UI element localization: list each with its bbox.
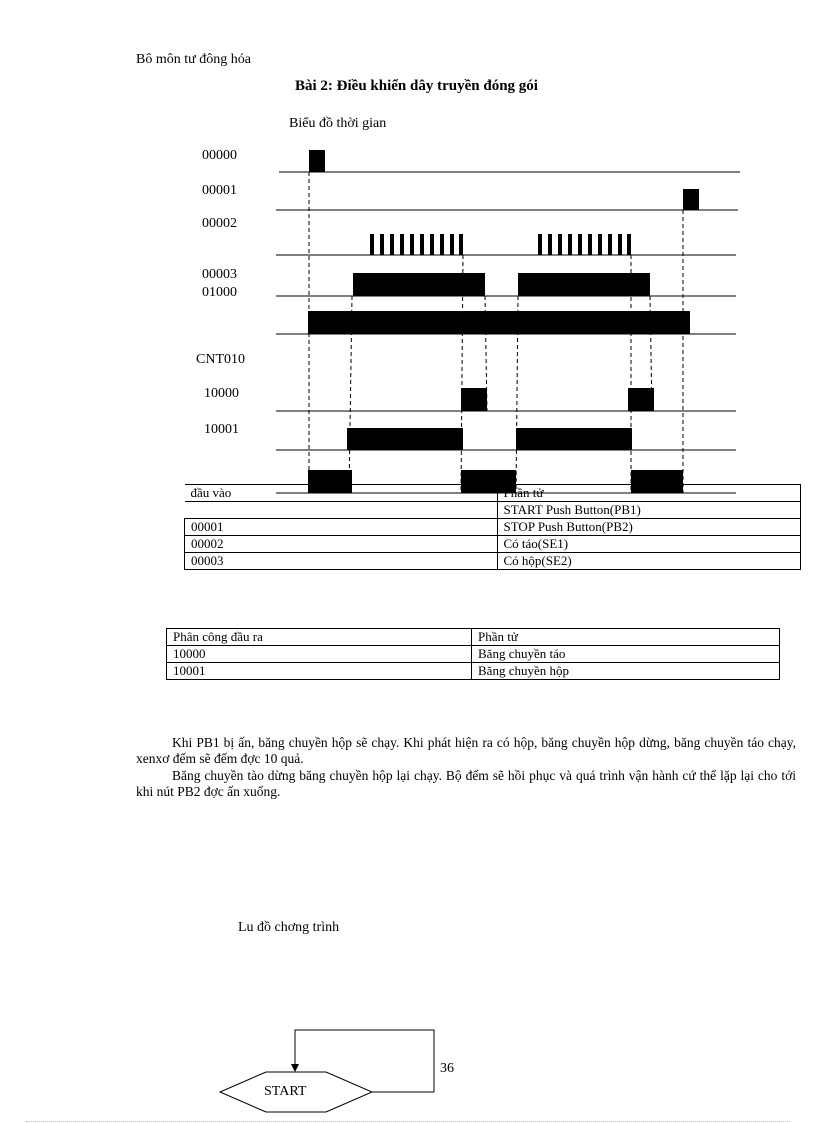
flowchart-loop [295, 1030, 434, 1092]
table-header-cell: Phân công đầu ra [167, 629, 472, 646]
table-header-cell: Phần tử [497, 485, 801, 502]
arrow-head [291, 1064, 299, 1072]
table-header-cell: Phần tử [472, 629, 780, 646]
table-cell: 00002 [185, 536, 498, 553]
page-footer-line [26, 1121, 790, 1122]
signal-label-00002: 00002 [202, 216, 237, 231]
page-number: 36 [440, 1061, 454, 1076]
description-paragraph-2: Băng chuyền tào dừng băng chuyền hộp lại chạy. Bộ đếm sẽ hồi phục và quá trình vận hành cứ thế lặp lại cho tới khi nút PB2 đợc ấn xuống. [136, 768, 796, 799]
table-cell: 00003 [185, 553, 498, 570]
signal-label-10000: 10000 [204, 386, 239, 401]
table-cell: START Push Button(PB1) [497, 502, 801, 519]
table-cell: 10000 [167, 646, 472, 663]
exercise-title: Bài 2: Điều khiển dây truyền đóng gói [295, 78, 538, 94]
flowchart-heading: Lu đồ chơng trình [238, 920, 340, 935]
description-paragraph-1: Khi PB1 bị ấn, băng chuyền hộp sẽ chạy. Khi phát hiện ra có hộp, băng chuyền hộp dừng, băng chuyền táo chạy, xenxơ đếm sẽ đếm đợc 10 quả. [136, 735, 796, 766]
table-cell: Có táo(SE1) [497, 536, 801, 553]
table-cell: Có hộp(SE2) [497, 553, 801, 570]
table-cell: 00001 [185, 519, 498, 536]
table-header-cell: đầu vào [185, 485, 498, 502]
table-cell: STOP Push Button(PB2) [497, 519, 801, 536]
document-header: Bô môn tư đông hóa [136, 52, 251, 67]
signal-label-01000: 01000 [202, 285, 237, 300]
signal-label-cnt010: CNT010 [196, 352, 245, 367]
table-cell: Băng chuyền táo [472, 646, 780, 663]
signal-label-00003: 00003 [202, 267, 237, 282]
table-cell: Băng chuyền hộp [472, 663, 780, 680]
flowchart-start-label: START [264, 1084, 307, 1099]
timing-diagram-heading: Biểu đồ thời gian [289, 116, 387, 131]
signal-label-00000: 00000 [202, 148, 237, 163]
signal-label-00001: 00001 [202, 183, 237, 198]
table-cell: 10001 [167, 663, 472, 680]
signal-label-10001: 10001 [204, 422, 239, 437]
